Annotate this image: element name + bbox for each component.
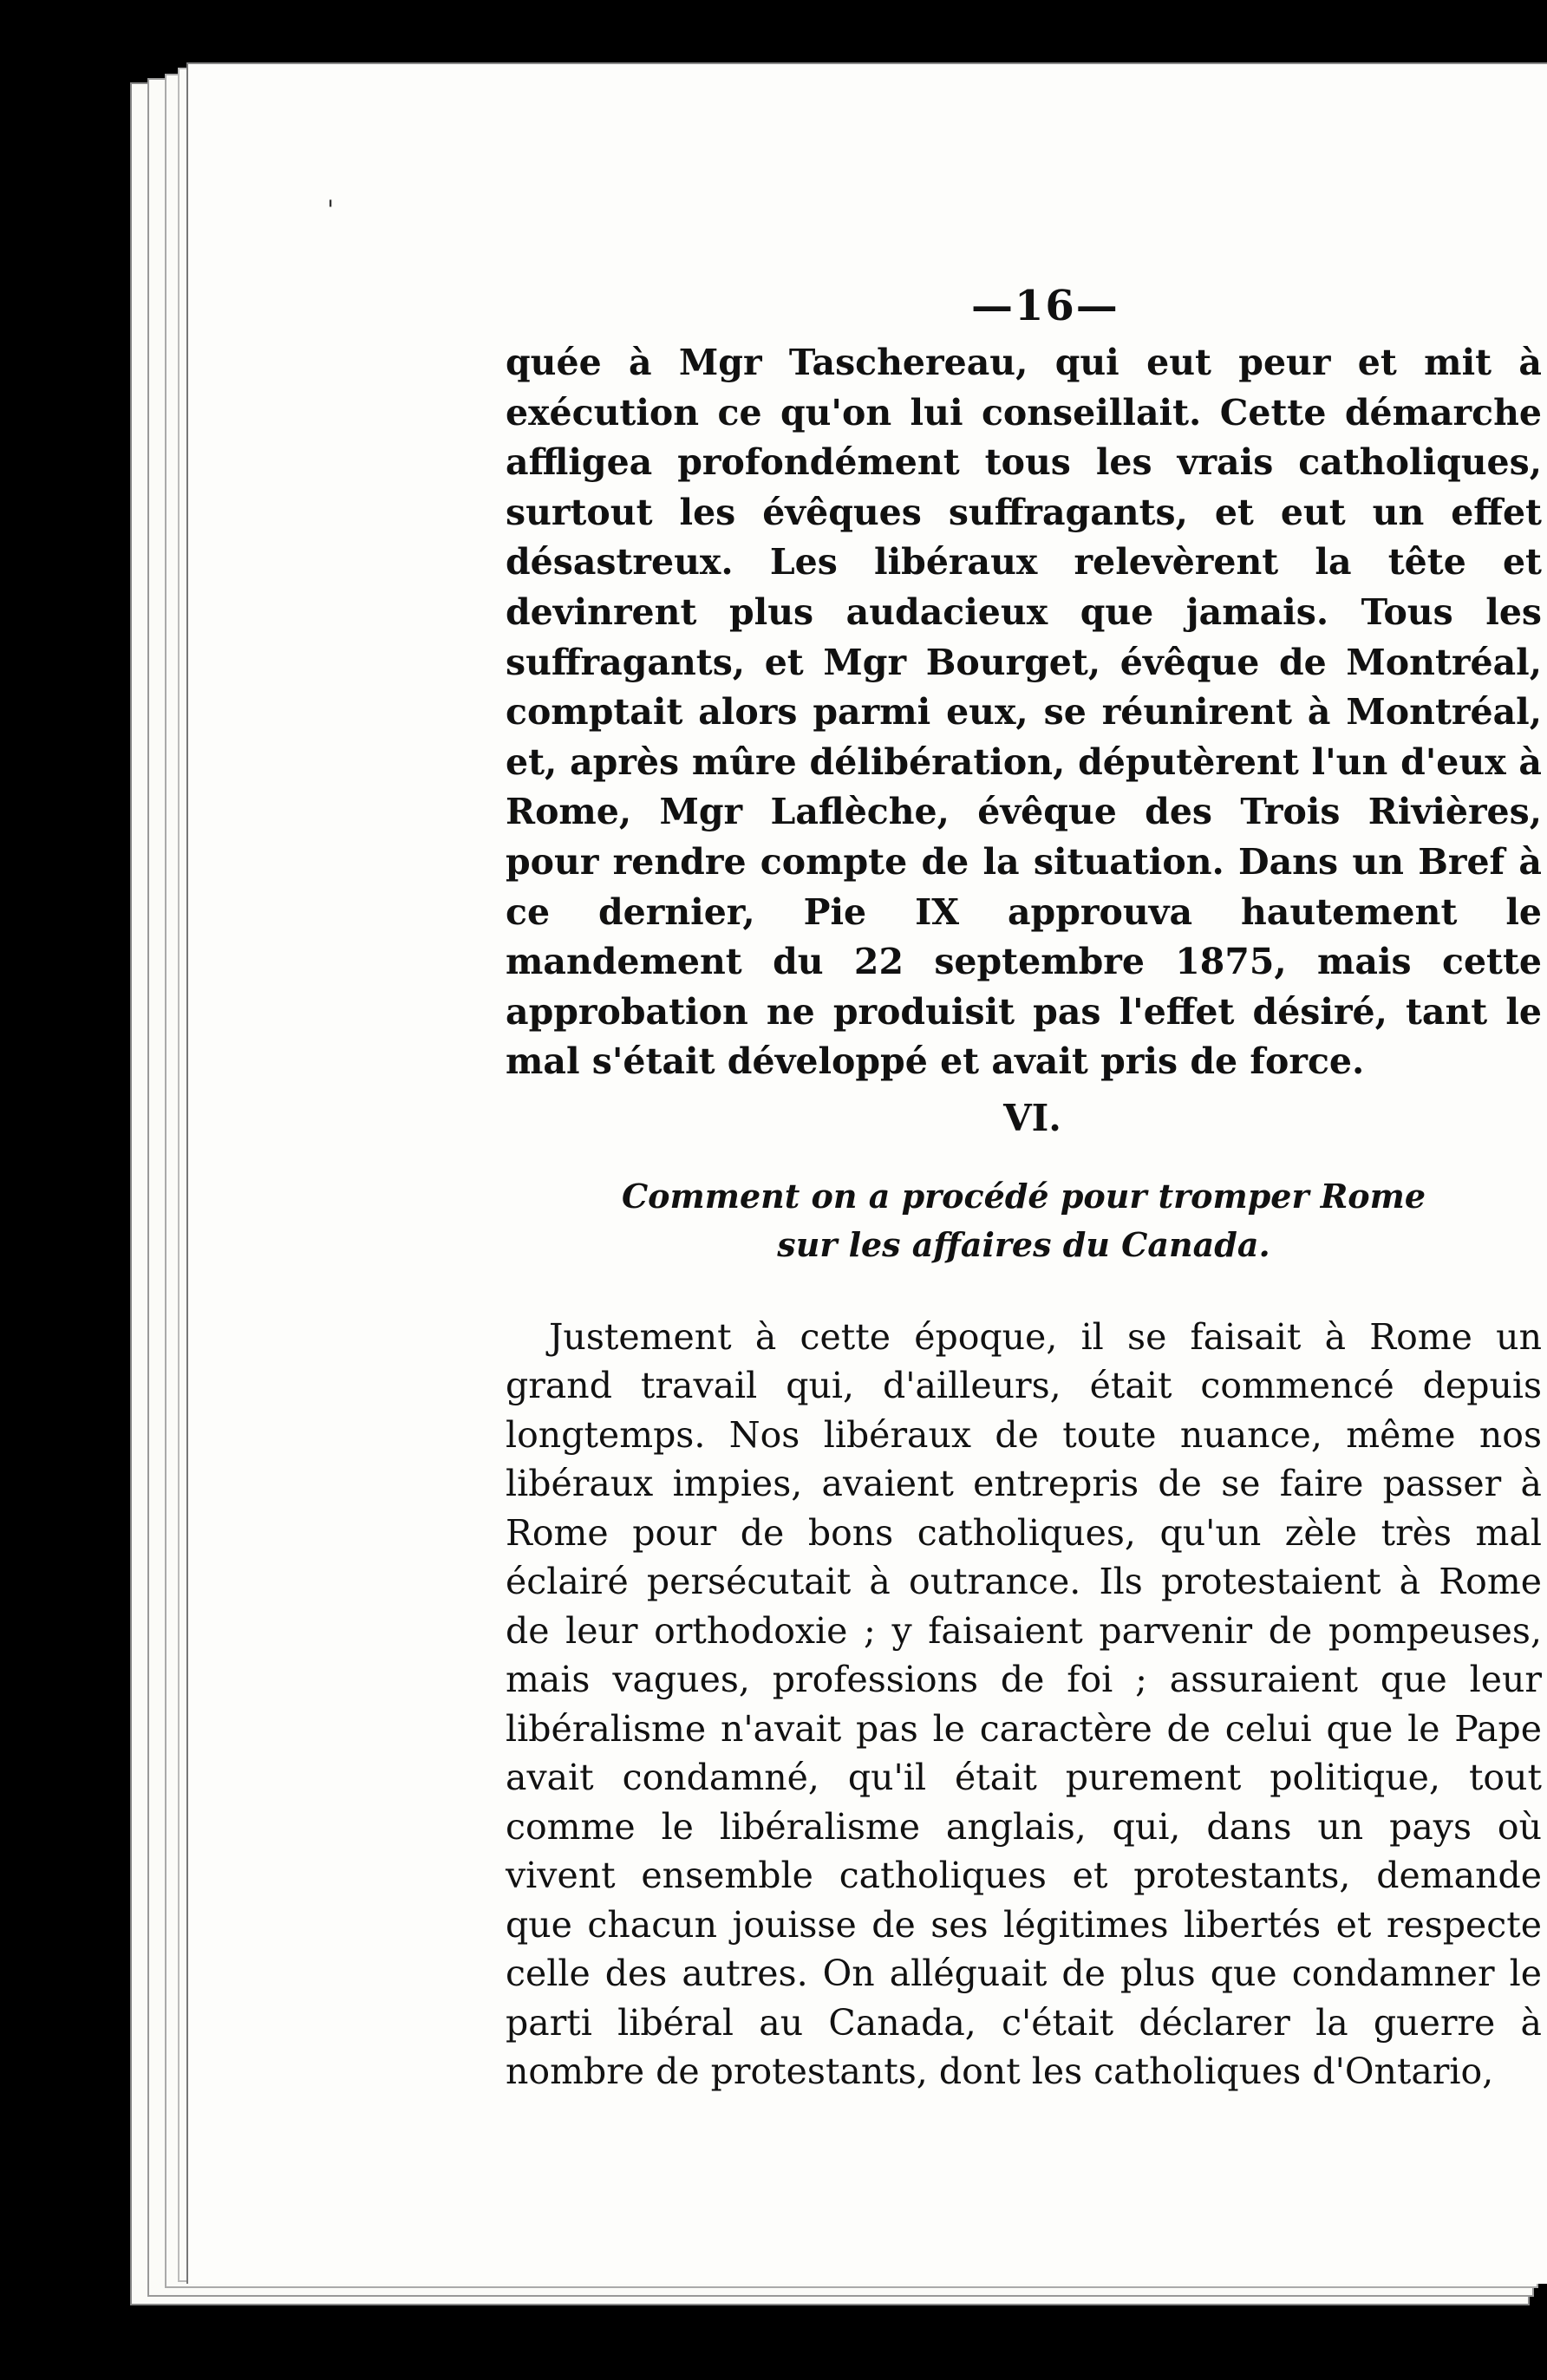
section-number: VI. bbox=[1003, 1096, 1061, 1139]
paragraph: quée à Mgr Taschereau, qui eut peur et mit à exécution ce qu'on lui conseillait. Cette démarche affligea profondément tous les vrais catholiques, surtout les évêques suffragants, et eut un effet désastreux. Les libéraux relevèrent la tête et devinrent plus audacieux que jamais. Tous les suffragants, et Mgr Bourget, évêque de Montréal, comptait alors parmi eux, se réunirent à Montréal, et, après mûre délibération, députèrent l'un d'eux à Rome, Mgr Laflèche, évêque des Trois Rivières, pour rendre compte de la situation. Dans un Bref à ce dernier, Pie IX approuva hautement le mandement du 22 septembre 1875, mais cette approbation ne produisit pas l'effet désiré, tant le mal s'était développé et avait pris de force. bbox=[506, 342, 1542, 1083]
paragraph: Justement à cette époque, il se faisait à Rome un grand travail qui, d'ailleurs, était commencé depuis longtemps. Nos libéraux de toute nuance, même nos libéraux impies, avaient entrepris de se faire passer à Rome pour de bons catholiques, qu'un zèle très mal éclairé persécutait à outrance. Ils protestaient à Rome de leur orthodoxie ; y faisaient parvenir de pompeuses, mais vagues, professions de foi ; assuraient que leur libéralisme n'avait pas le caractère de celui que le Pape avait condamné, qu'il était purement politique, tout comme le libéralisme anglais, qui, dans un pays où vivent ensemble catholiques et protestants, demande que chacun jouisse de ses légitimes libertés et respecte celle des autres. On alléguait de plus que condamner le parti libéral au Canada, c'était déclarer la guerre à nombre de protestants, dont les catholiques d'Ontario, bbox=[506, 1315, 1542, 2093]
stray-mark: ' bbox=[327, 195, 335, 225]
section-title-line: sur les affaires du Canada. bbox=[777, 1224, 1270, 1264]
page-number: —16— bbox=[971, 282, 1119, 330]
text-block bbox=[506, 338, 1542, 2096]
section-title-line: Comment on a procédé pour tromper Rome bbox=[621, 1176, 1426, 1216]
section-title bbox=[506, 1172, 1542, 1269]
